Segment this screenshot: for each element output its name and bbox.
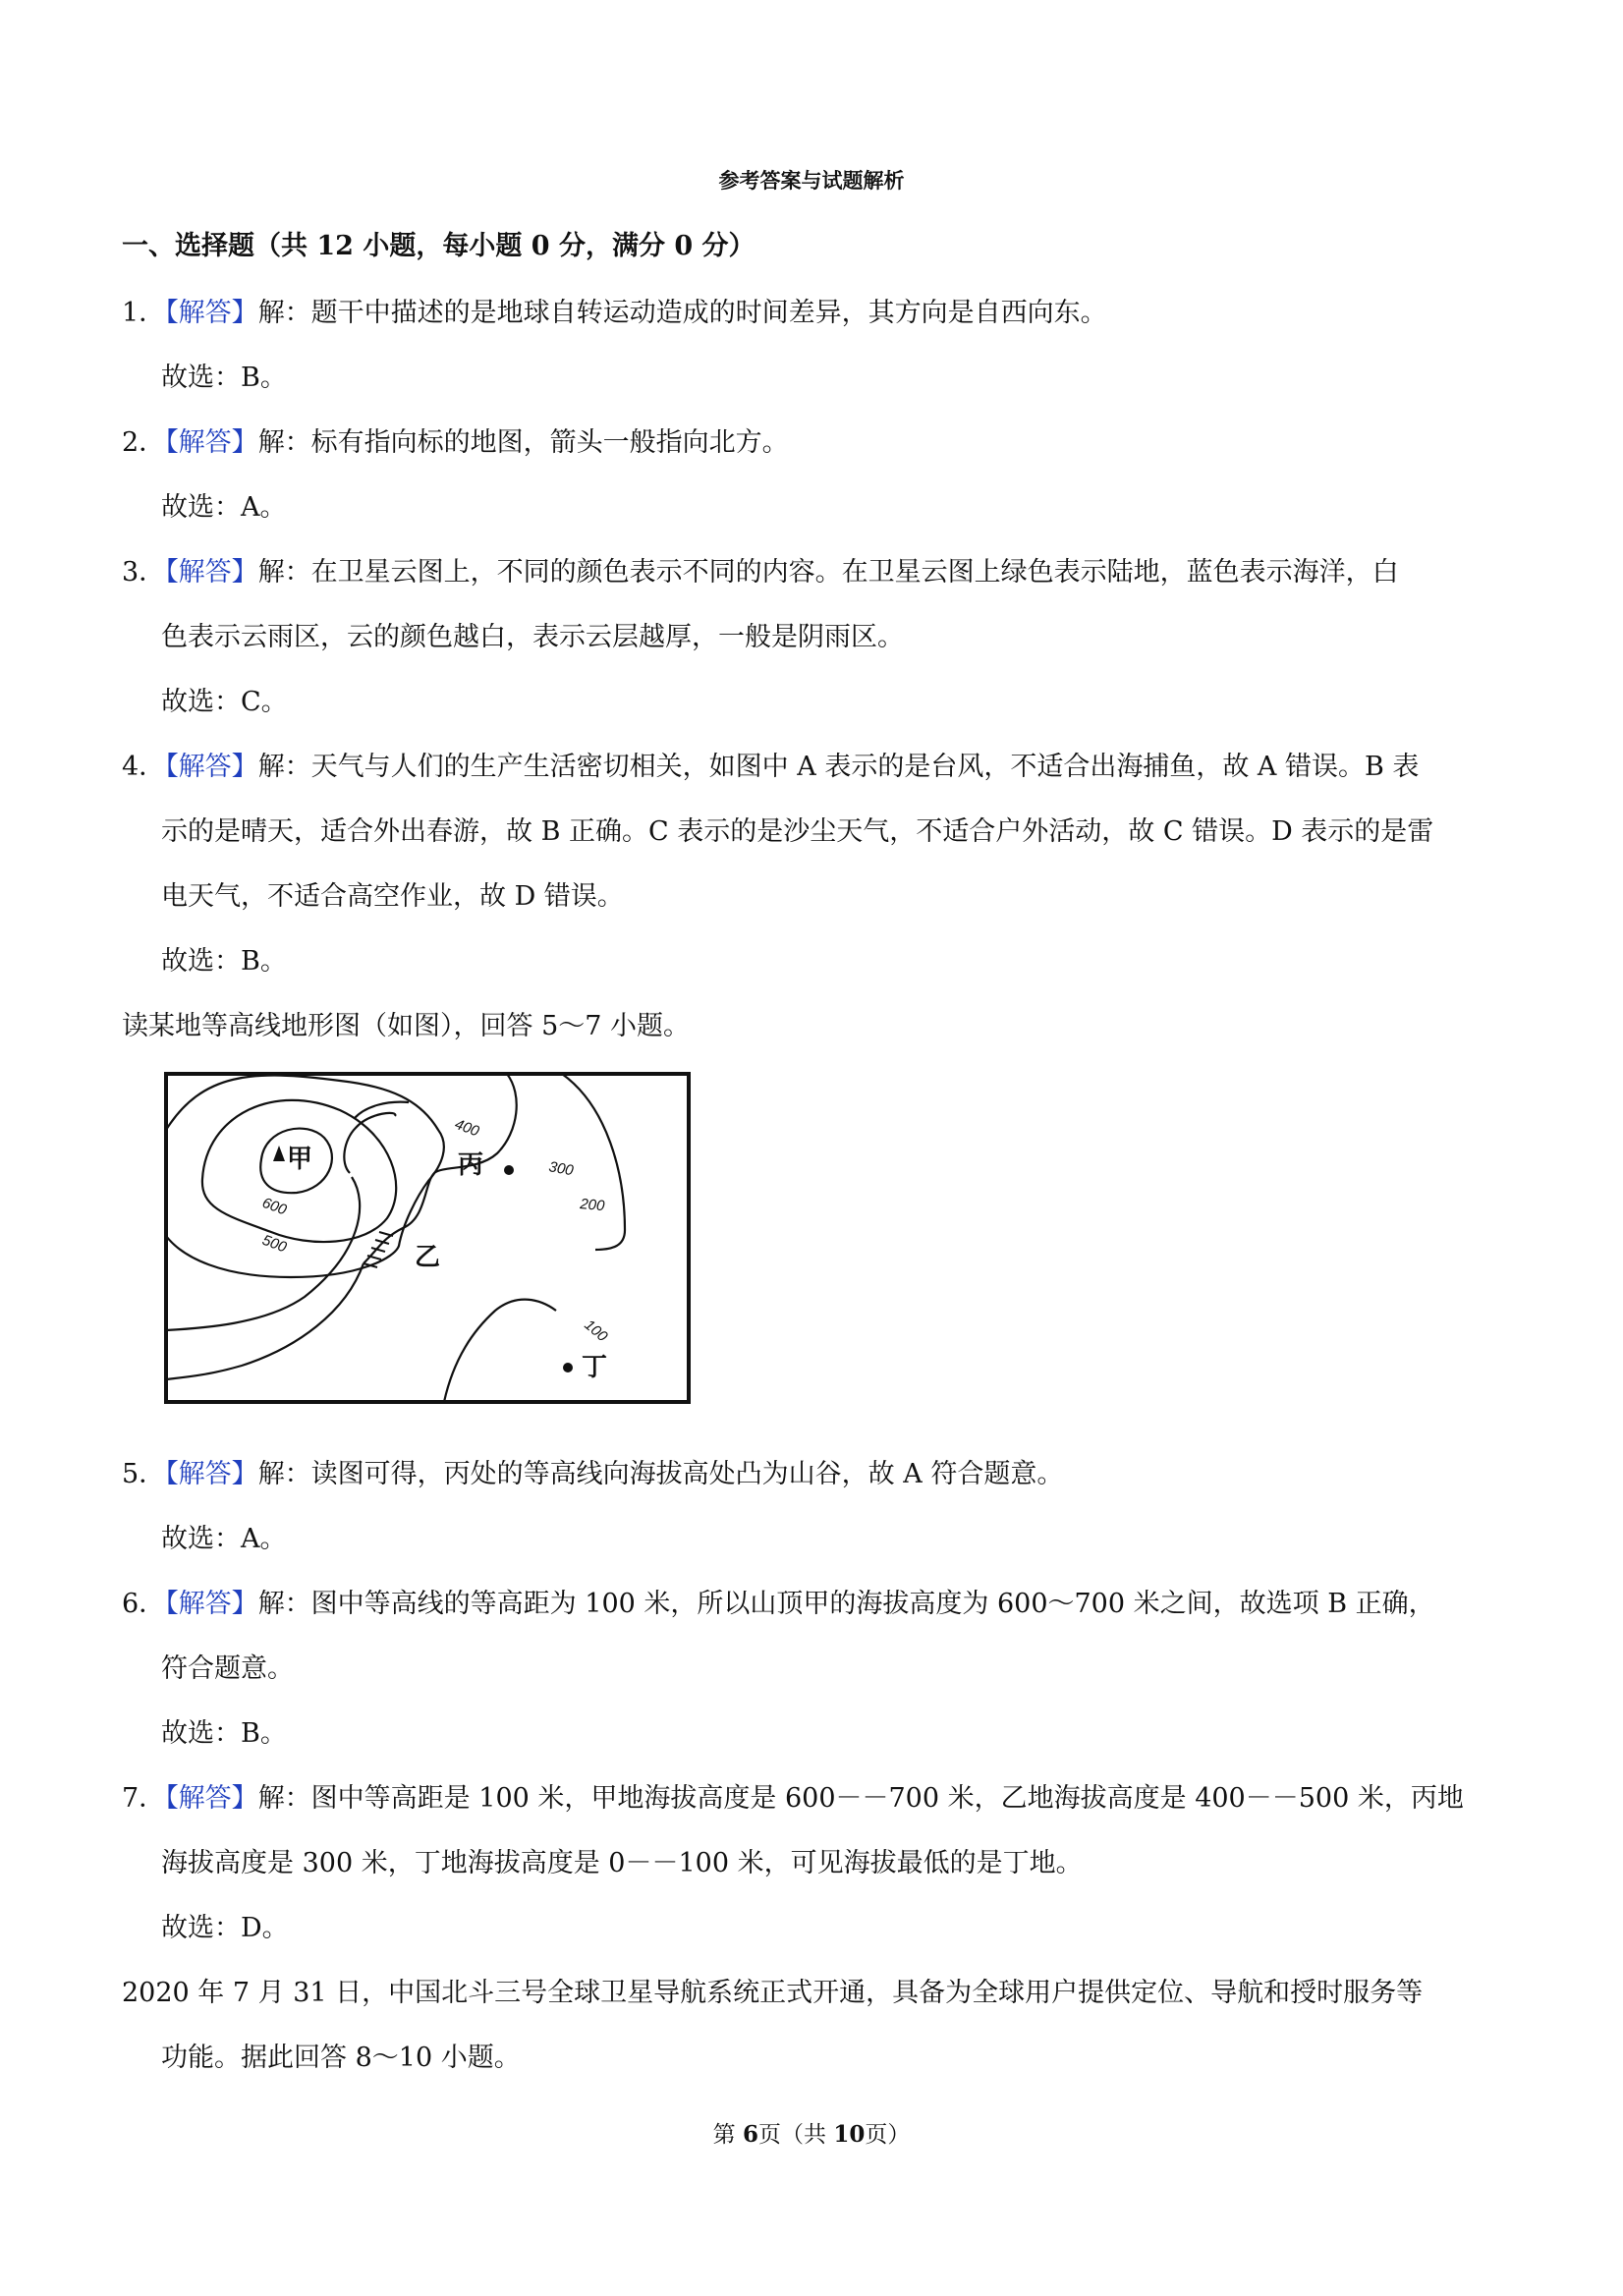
- question-7-choice: 故选：D。: [161, 1913, 289, 1943]
- question-number: 6．: [122, 1589, 166, 1619]
- answer-text: 解：题干中描述的是地球自转运动造成的时间差异，其方向是自西向东。: [257, 298, 1107, 328]
- question-5: [122, 1452, 1517, 1490]
- question-3-choice: 故选：C。: [161, 687, 288, 717]
- answer-tag: 【解答】: [165, 752, 258, 782]
- question-3-line-2: 色表示云雨区，云的颜色越白，表示云层越厚，一般是阴雨区。: [161, 622, 904, 652]
- question-2-choice: 故选：A。: [161, 492, 287, 523]
- answer-tag: 【解答】: [165, 1783, 258, 1814]
- intro-questions-5-7: 读某地等高线地形图（如图），回答 5～7 小题。: [122, 1011, 691, 1041]
- answer-tag: 【解答】: [165, 298, 258, 328]
- answer-text: 解：图中等高线的等高距为 100 米，所以山顶甲的海拔高度为 600～700 米之间，故选项 B 正确，: [257, 1589, 1435, 1619]
- intro-questions-8-10-line-2: 功能。据此回答 8～10 小题。: [161, 2043, 521, 2073]
- contour-label-500: 500: [259, 1231, 289, 1257]
- contour-label-600: 600: [259, 1194, 289, 1219]
- footer-prefix: 第: [712, 2122, 743, 2148]
- question-1-choice: 故选：B。: [161, 363, 287, 393]
- answer-text: 解：图中等高距是 100 米，甲地海拔高度是 600－－700 米，乙地海拔高度是 400－－500 米，丙地: [257, 1783, 1464, 1814]
- footer-page-number: 6: [742, 2121, 758, 2148]
- answer-text: 解：在卫星云图上，不同的颜色表示不同的内容。在卫星云图上绿色表示陆地，蓝色表示海洋，白: [257, 557, 1399, 588]
- question-6: [122, 1582, 1517, 1620]
- place-label-ding: 丁: [582, 1353, 608, 1381]
- question-7-line-2: 海拔高度是 300 米，丁地海拔高度是 0－－100 米，可见海拔最低的是丁地。: [161, 1848, 1083, 1878]
- footer-total-pages: 10: [833, 2121, 866, 2148]
- contour-label-200: 200: [579, 1196, 606, 1215]
- place-label-jia: 甲: [287, 1145, 313, 1173]
- answer-tag: 【解答】: [165, 427, 258, 458]
- contour-label-300: 300: [547, 1158, 575, 1180]
- section-title: 一、选择题（共 12 小题，每小题 0 分，满分 0 分）: [122, 231, 756, 261]
- answer-tag: 【解答】: [165, 1459, 258, 1489]
- place-label-bing: 丙: [458, 1150, 484, 1179]
- question-6-choice: 故选：B。: [161, 1718, 287, 1749]
- contour-label-400: 400: [452, 1115, 481, 1141]
- answer-tag: 【解答】: [165, 557, 258, 588]
- question-number: 7．: [122, 1783, 166, 1814]
- question-5-choice: 故选：A。: [161, 1524, 287, 1554]
- question-number: 1．: [122, 298, 166, 328]
- place-label-yi: 乙: [415, 1243, 441, 1271]
- answer-tag: 【解答】: [165, 1589, 258, 1619]
- question-number: 3．: [122, 557, 166, 588]
- point-bing-marker: [504, 1165, 514, 1175]
- question-3: [122, 550, 1517, 588]
- contour-label-100: 100: [581, 1316, 611, 1346]
- answer-text: 解：天气与人们的生产生活密切相关，如图中 A 表示的是台风，不适合出海捕鱼，故 A 错误。B 表: [257, 752, 1420, 782]
- footer-middle: 页（共: [758, 2122, 834, 2148]
- map-frame: [166, 1074, 689, 1402]
- footer-suffix: 页）: [865, 2122, 911, 2148]
- question-4-choice: 故选：B。: [161, 946, 287, 977]
- page-title: 参考答案与试题解析: [718, 168, 905, 193]
- question-1: [122, 291, 1517, 329]
- question-4-line-2: 示的是晴天，适合外出春游，故 B 正确。C 表示的是沙尘天气，不适合户外活动，故 C 错误。D 表示的是雷: [161, 816, 1434, 847]
- question-6-line-2: 符合题意。: [161, 1653, 294, 1684]
- intro-questions-8-10: 2020 年 7 月 31 日，中国北斗三号全球卫星导航系统正式开通，具备为全球用户提供定位、导航和授时服务等: [122, 1978, 1424, 2008]
- question-number: 2．: [122, 427, 166, 458]
- page-footer: [0, 2116, 1623, 2149]
- question-4-line-3: 电天气，不适合高空作业，故 D 错误。: [161, 881, 624, 912]
- question-number: 4．: [122, 752, 166, 782]
- point-ding-marker: [563, 1363, 573, 1372]
- contour-map-figure: [163, 1071, 692, 1405]
- question-2: [122, 420, 1517, 459]
- answer-text: 解：标有指向标的地图，箭头一般指向北方。: [257, 427, 789, 458]
- question-7: [122, 1776, 1517, 1815]
- question-4: [122, 745, 1517, 783]
- question-number: 5．: [122, 1459, 166, 1489]
- answer-text: 解：读图可得，丙处的等高线向海拔高处凸为山谷，故 A 符合题意。: [257, 1459, 1064, 1489]
